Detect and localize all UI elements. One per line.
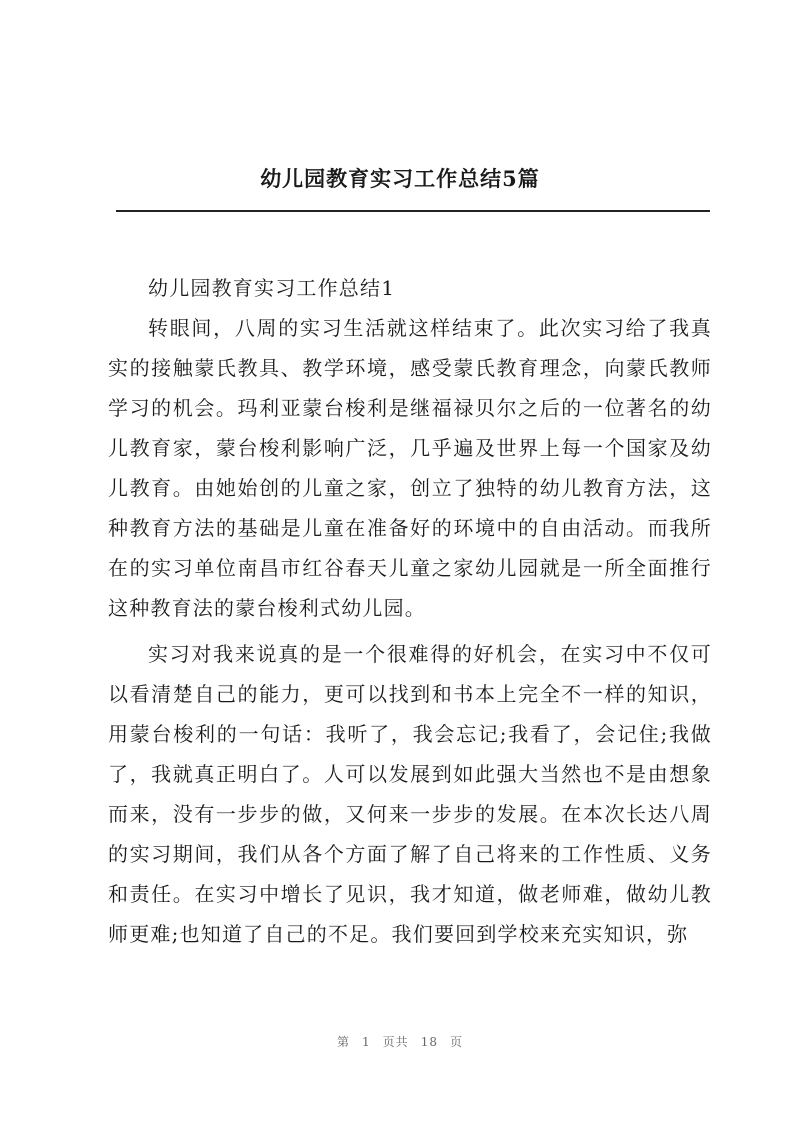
- section-heading: 幼儿园教育实习工作总结1: [148, 276, 396, 300]
- footer-suffix: 页: [449, 1035, 463, 1049]
- footer-current-page: 1: [362, 1035, 371, 1049]
- footer-middle: 页共: [382, 1035, 409, 1049]
- paragraph-1: 转眼间，八周的实习生活就这样结束了。此次实习给了我真实的接触蒙氏教具、教学环境，感受蒙氏教育理念，向蒙氏教师学习的机会。玛利亚蒙台梭利是继福禄贝尔之后的一位著名的幼儿教育家，蒙台梭利影响广泛，几乎遍及世界上每一个国家及幼儿教育。由她始创的儿童之家，创立了独特的幼儿教育方法，这种教育方法的基础是儿童在准备好的环境中的自由活动。而我所在的实习单位南昌市红谷春天儿童之家幼儿园就是一所全面推行这种教育法的蒙台梭利式幼儿园。: [108, 316, 712, 620]
- paragraph-2: 实习对我来说真的是一个很难得的好机会，在实习中不仅可以看清楚自己的能力，更可以找到和书本上完全不一样的知识，用蒙台梭利的一句话：我听了，我会忘记;我看了，会记住;我做了，我就真正明白了。人可以发展到如此强大当然也不是由想象而来，没有一步步的做，又何来一步步的发展。在本次长达八周的实习期间，我们从各个方面了解了自己将来的工作性质、义务和责任。在实习中增长了见识，我才知道，做老师难，做幼儿教师更难;也知道了自己的不足。我们要回到学校来充实知识，弥: [108, 642, 712, 946]
- title-divider: [116, 210, 710, 212]
- page-footer: [0, 1033, 800, 1050]
- page-title: 幼儿园教育实习工作总结5篇: [260, 166, 540, 191]
- footer-prefix: 第: [337, 1035, 351, 1049]
- footer-total-pages: 18: [420, 1035, 438, 1049]
- document-body: [108, 268, 712, 954]
